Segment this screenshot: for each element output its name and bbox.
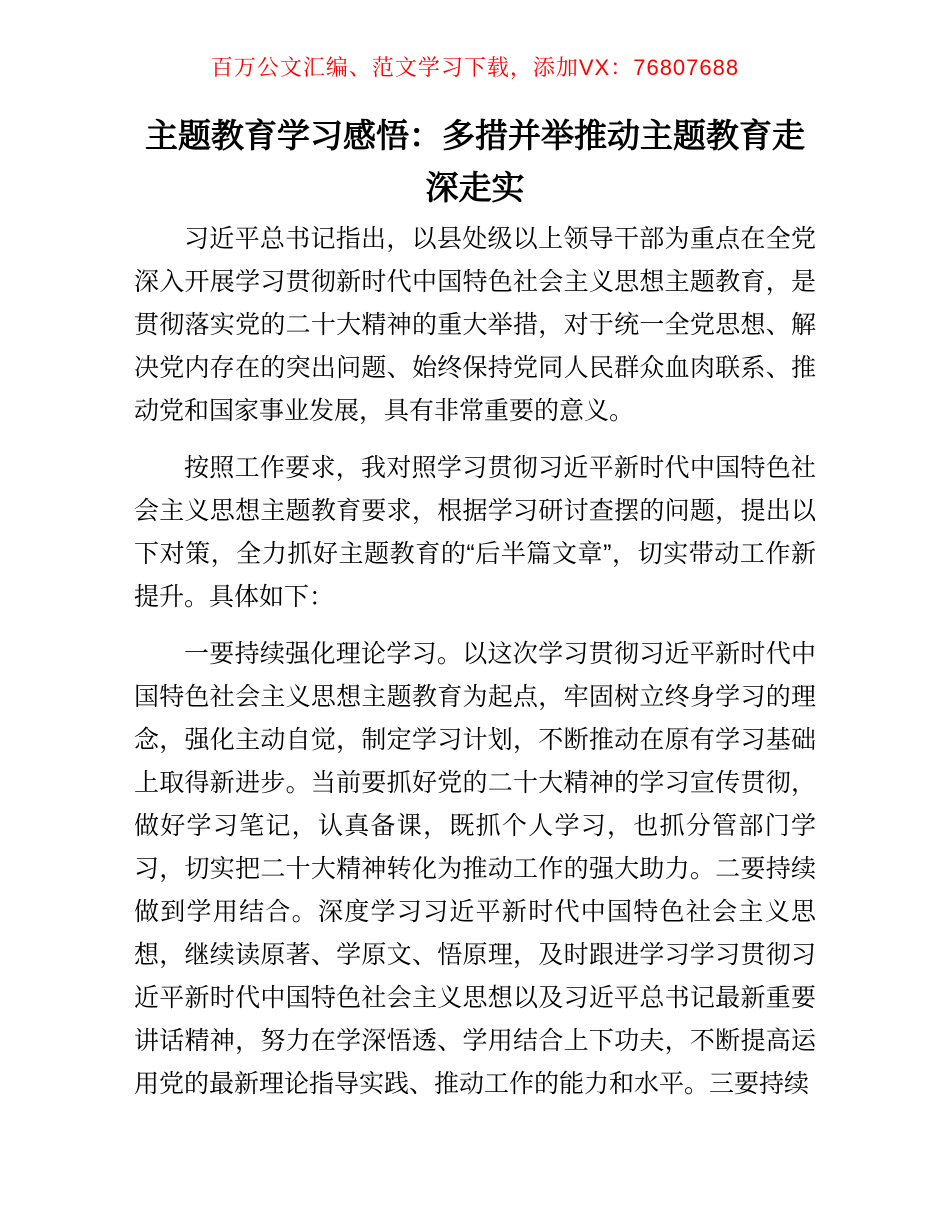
body-paragraph: 习近平总书记指出，以县处级以上领导干部为重点在全党深入开展学习贯彻新时代中国特色社会主义思想主题教育，是贯彻落实党的二十大精神的重大举措，对于统一全党思想、解决党内存在的突出问题、始终保持党同人民群众血肉联系、推动党和国家事业发展，具有非常重要的意义。 [134,225,816,425]
promo-notice: 百万公文汇编、范文学习下载，添加VX：76807688 [210,55,740,80]
body-paragraph: 按照工作要求，我对照学习贯彻习近平新时代中国特色社会主义思想主题教育要求，根据学习研讨查摆的问题，提出以下对策，全力抓好主题教育的“后半篇文章”，切实带动工作新提升。具体如下： [134,454,816,611]
body-paragraph: 一要持续强化理论学习。以这次学习贯彻习近平新时代中国特色社会主义思想主题教育为起点，牢固树立终身学习的理念，强化主动自觉，制定学习计划，不断推动在原有学习基础上取得新进步。当前要抓好党的二十大精神的学习宣传贯彻，做好学习笔记，认真备课，既抓个人学习，也抓分管部门学习，切实把二十大精神转化为推动工作的强大助力。二要持续做到学用结合。深度学习习近平新时代中国特色社会主义思想，继续读原著、学原文、悟原理，及时跟进学习学习贯彻习近平新时代中国特色社会主义思想以及习近平总书记最新重要讲话精神，努力在学深悟透、学用结合上下功夫，不断提高运用党的最新理论指导实践、推动工作的能力和水平。三要持续 [134,640,816,1098]
document-title: 主题教育学习感悟：多措并举推动主题教育走深走实 [145,117,805,206]
document-body [134,218,816,1106]
